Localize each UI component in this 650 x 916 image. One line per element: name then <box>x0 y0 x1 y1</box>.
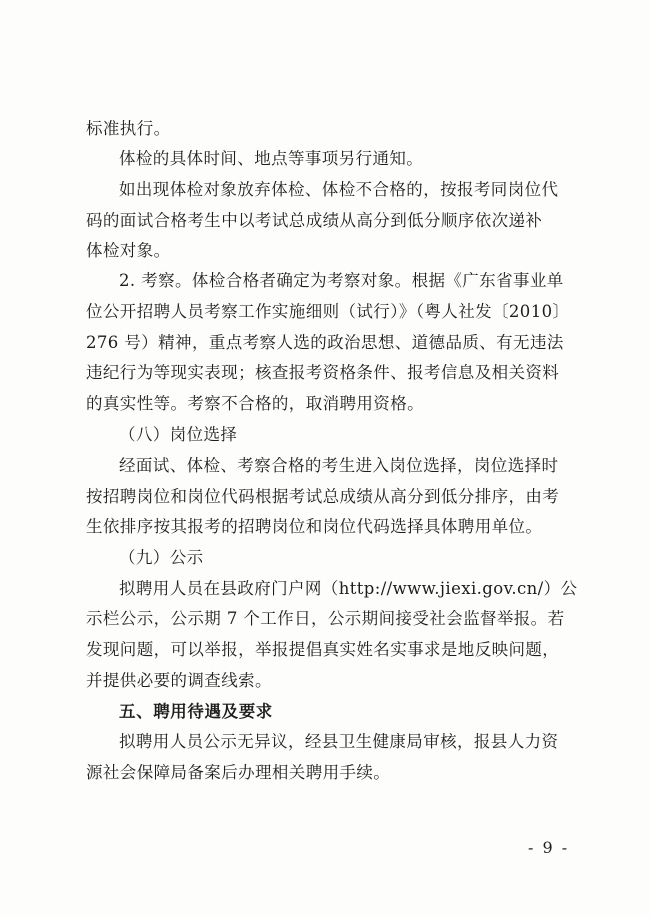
section-heading: （八）岗位选择 <box>119 425 238 444</box>
text-line: 2. 考察。体检合格者确定为考察对象。根据《广东省事业单 <box>119 271 564 290</box>
chapter-heading: 五、聘用待遇及要求 <box>119 702 273 721</box>
text-line: 按招聘岗位和岗位代码根据考试总成绩从高分到低分排序，由考 <box>86 487 560 506</box>
text-line: 发现问题，可以举报，举报提倡真实姓名实事求是地反映问题， <box>86 640 560 659</box>
text-line: 体检对象。 <box>86 241 171 260</box>
text-line: 生依排序按其报考的招聘岗位和岗位代码选择具体聘用单位。 <box>86 517 543 536</box>
text-line: 标准执行。 <box>86 119 171 138</box>
text-line: 经面试、体检、考察合格的考生进入岗位选择，岗位选择时 <box>119 456 559 475</box>
text-line: 276 号）精神，重点考察人选的政治思想、道德品质、有无违法 <box>86 333 564 352</box>
text-line: 位公开招聘人员考察工作实施细则（试行）》（粤人社发〔2010〕 <box>86 302 570 321</box>
text-line: 源社会保障局备案后办理相关聘用手续。 <box>86 763 391 782</box>
text-line: 如出现体检对象放弃体检、体检不合格的，按报考同岗位代 <box>119 180 559 199</box>
text-line: 码的面试合格考生中以考试总成绩从高分到低分顺序依次递补 <box>86 211 543 230</box>
text-line: 拟聘用人员在县政府门户网（http://www.jiexi.gov.cn/）公 <box>119 579 578 598</box>
text-line: 拟聘用人员公示无异议，经县卫生健康局审核，报县人力资 <box>119 732 559 751</box>
text-line: 体检的具体时间、地点等事项另行通知。 <box>119 149 424 168</box>
text-line: 示栏公示，公示期 7 个工作日，公示期间接受社会监督举报。若 <box>86 609 565 628</box>
text-line: 违纪行为等现实表现；核查报考资格条件、报考信息及相关资料 <box>86 363 560 382</box>
page-number: - 9 - <box>528 838 570 857</box>
section-heading: （九）公示 <box>119 548 204 567</box>
text-line: 的真实性等。考察不合格的，取消聘用资格。 <box>86 394 424 413</box>
text-line: 并提供必要的调查线索。 <box>86 671 272 690</box>
